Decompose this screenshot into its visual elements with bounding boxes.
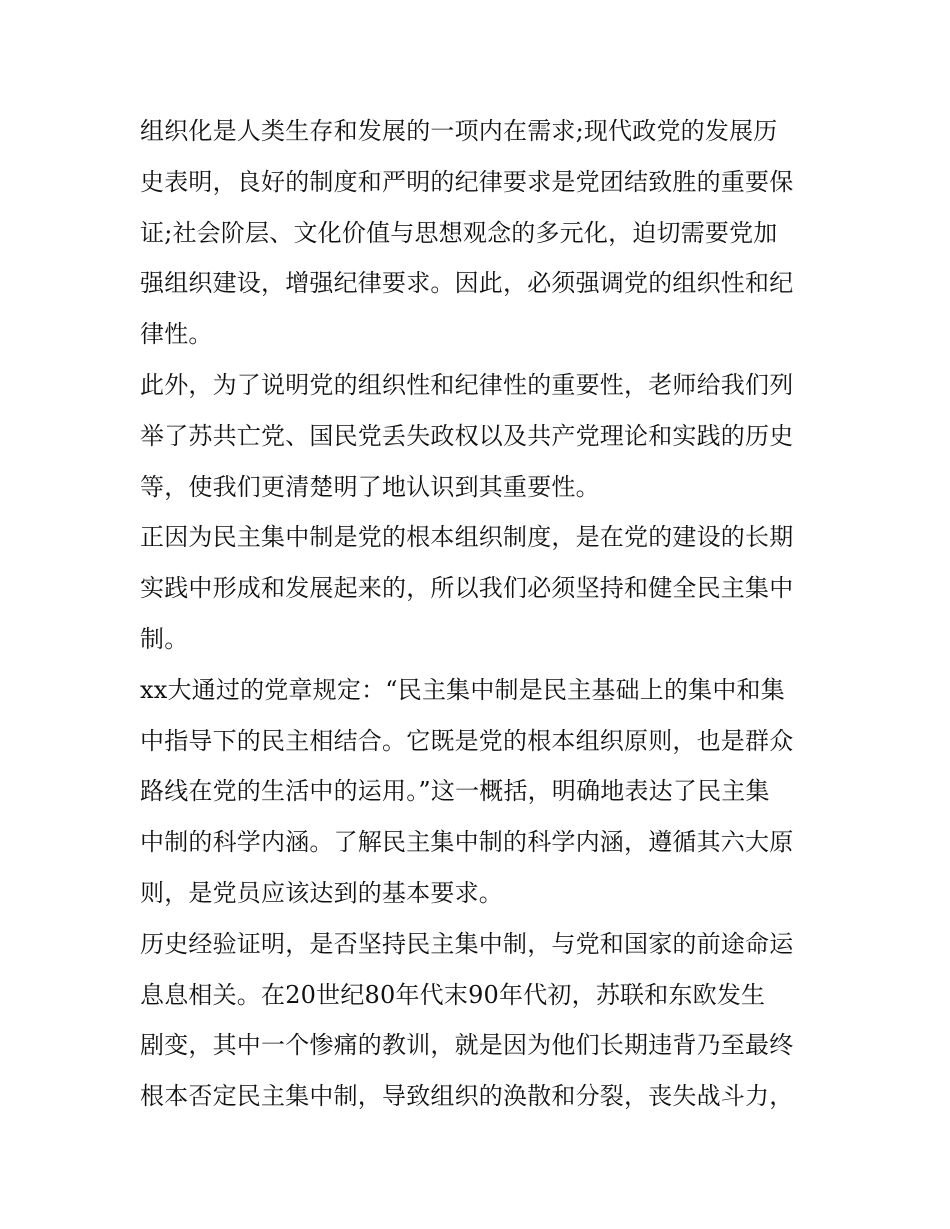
text-line: 等，使我们更清楚明了地认识到其重要性。 bbox=[140, 472, 600, 501]
paragraph-party-constitution bbox=[140, 665, 812, 919]
text-line: 息息相关。在20世纪80年代末90年代初，苏联和东欧发生 bbox=[140, 980, 766, 1009]
text-line: 正因为民主集中制是党的根本组织制度，是在党的建设的长期 bbox=[140, 523, 794, 552]
text-line: 历史经验证明，是否坚持民主集中制，与党和国家的前途命运 bbox=[140, 929, 794, 958]
text-line: 中制的科学内涵。了解民主集中制的科学内涵，遵循其六大原 bbox=[140, 828, 794, 857]
paragraph-history-lessons bbox=[140, 919, 812, 1122]
text-line: 律性。 bbox=[140, 320, 213, 349]
text-line: 路线在党的生活中的运用。”这一概括，明确地表达了民主集 bbox=[140, 777, 770, 806]
text-line: 强组织建设，增强纪律要求。因此，必须强调党的组织性和纪 bbox=[140, 269, 794, 298]
paragraph-democratic-centralism bbox=[140, 512, 812, 664]
paragraph-examples bbox=[140, 360, 812, 512]
text-line: 此外，为了说明党的组织性和纪律性的重要性，老师给我们列 bbox=[140, 370, 794, 399]
text-line: 根本否定民主集中制，导致组织的涣散和分裂，丧失战斗力， bbox=[140, 1082, 794, 1111]
text-line: 实践中形成和发展起来的，所以我们必须坚持和健全民主集中 bbox=[140, 574, 794, 603]
text-line: xx大通过的党章规定：“民主集中制是民主基础上的集中和集 bbox=[140, 675, 785, 704]
document-body bbox=[140, 106, 812, 1122]
text-line: 史表明，良好的制度和严明的纪律要求是党团结致胜的重要保 bbox=[140, 167, 794, 196]
text-line: 制。 bbox=[140, 624, 189, 653]
text-line: 组织化是人类生存和发展的一项内在需求;现代政党的发展历 bbox=[140, 117, 778, 145]
text-line: 中指导下的民主相结合。它既是党的根本组织原则，也是群众 bbox=[140, 726, 794, 755]
text-line: 则，是党员应该达到的基本要求。 bbox=[140, 878, 503, 907]
paragraph-organization bbox=[140, 106, 812, 360]
text-line: 举了苏共亡党、国民党丢失政权以及共产党理论和实践的历史 bbox=[140, 421, 794, 450]
text-line: 剧变，其中一个惨痛的教训，就是因为他们长期违背乃至最终 bbox=[140, 1031, 794, 1060]
text-line: 证;社会阶层、文化价值与思想观念的多元化，迫切需要党加 bbox=[140, 218, 778, 247]
